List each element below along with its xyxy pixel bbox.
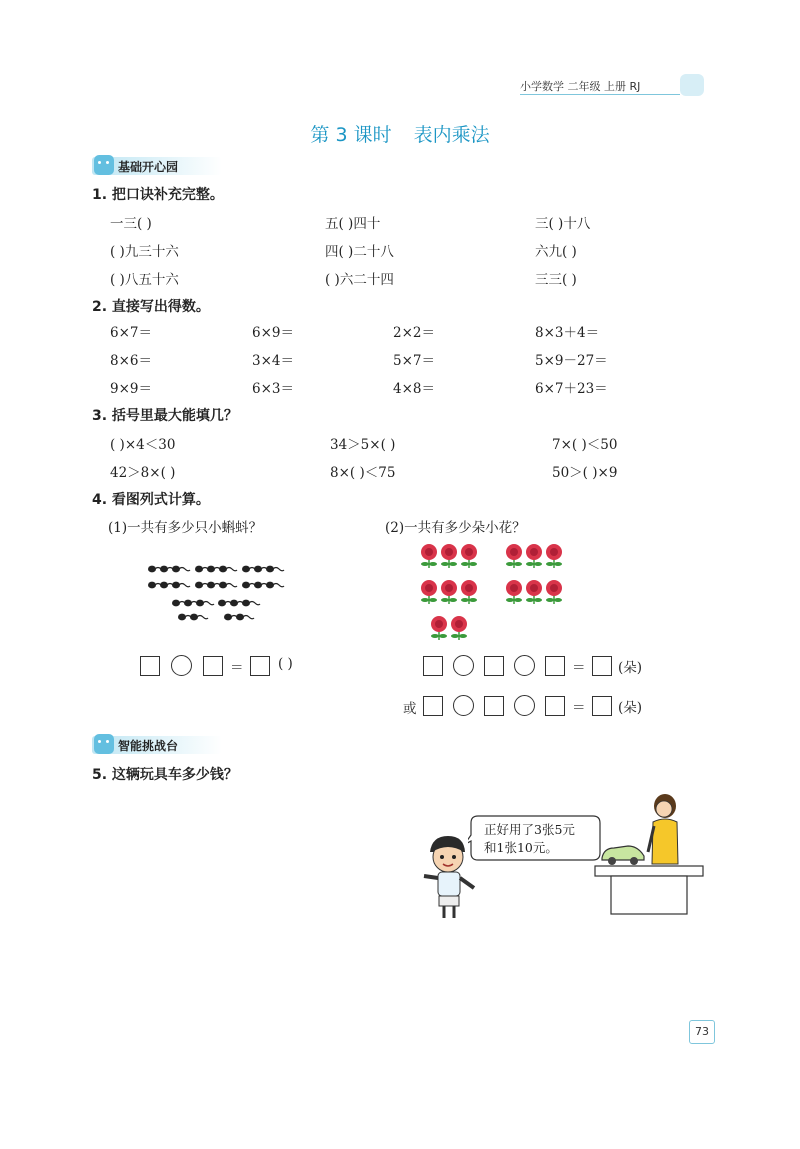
q1-blank[interactable]: ( )九三十六 (110, 244, 179, 260)
header-rule (520, 94, 680, 95)
operator-circle[interactable] (171, 655, 192, 676)
q4-sub1-label: (1)一共有多少只小蝌蚪？ (108, 520, 263, 536)
q2-item[interactable]: 8×3＋4＝ (535, 325, 600, 341)
running-header (520, 76, 720, 98)
page-number: 73 (689, 1020, 715, 1044)
q2-item[interactable]: 6×9＝ (252, 325, 294, 341)
q3-item[interactable]: 7×( )＜50 (552, 437, 618, 453)
speech-line-2: 和1张10元。 (484, 840, 558, 855)
question-5-label: 5. 这辆玩具车多少钱？ (92, 767, 238, 783)
unit-blank[interactable]: ( ) (278, 656, 293, 672)
answer-box[interactable] (203, 656, 223, 676)
q2-item[interactable]: 4×8＝ (393, 381, 435, 397)
q1-blank[interactable]: 一三( ) (110, 216, 152, 232)
speech-line-1: 正好用了3张5元 (484, 822, 575, 837)
question-1-label: 1. 把口诀补充完整。 (92, 187, 224, 203)
answer-box[interactable] (484, 696, 504, 716)
answer-box[interactable] (592, 656, 612, 676)
q1-blank[interactable]: 六九( ) (535, 244, 577, 260)
q3-item[interactable]: 42＞8×( ) (110, 465, 176, 481)
header-text: 小学数学 二年级 上册 RJ (520, 80, 641, 93)
question-4-label: 4. 看图列式计算。 (92, 492, 210, 508)
q1-blank[interactable]: 三( )十八 (535, 216, 591, 232)
question-2-label: 2. 直接写出得数。 (92, 299, 210, 315)
q2-item[interactable]: 5×9－27＝ (535, 353, 608, 369)
or-label: 或 (403, 701, 417, 717)
q1-blank[interactable]: 三三( ) (535, 272, 577, 288)
operator-circle[interactable] (453, 655, 474, 676)
answer-box[interactable] (140, 656, 160, 676)
page-title (0, 120, 800, 147)
q2-item[interactable]: 6×7＋23＝ (535, 381, 608, 397)
q3-item[interactable]: 50＞( )×9 (552, 465, 618, 481)
equals-sign: ＝ (572, 660, 586, 676)
q2-item[interactable]: 8×6＝ (110, 353, 152, 369)
q2-item[interactable]: 9×9＝ (110, 381, 152, 397)
q1-blank[interactable]: 四( )二十八 (325, 244, 394, 260)
equals-sign: ＝ (230, 660, 244, 676)
q3-item[interactable]: 8×( )＜75 (330, 465, 396, 481)
q1-blank[interactable]: ( )八五十六 (110, 272, 179, 288)
operator-circle[interactable] (514, 695, 535, 716)
q2-item[interactable]: 3×4＝ (252, 353, 294, 369)
equals-sign: ＝ (572, 700, 586, 716)
lesson-topic: 表内乘法 (413, 124, 490, 146)
shop-counter (593, 864, 705, 918)
unit-label: (朵) (618, 700, 643, 716)
answer-box[interactable] (592, 696, 612, 716)
q2-item[interactable]: 6×7＝ (110, 325, 152, 341)
answer-box[interactable] (423, 696, 443, 716)
boy-figure (418, 830, 483, 925)
shopkeeper-figure (640, 792, 690, 867)
bear-icon (94, 155, 114, 175)
flowers-illustration (415, 540, 575, 645)
answer-box[interactable] (545, 656, 565, 676)
q3-item[interactable]: ( )×4＜30 (110, 437, 176, 453)
operator-circle[interactable] (453, 695, 474, 716)
operator-circle[interactable] (514, 655, 535, 676)
answer-box[interactable] (545, 696, 565, 716)
q4-sub2-label: (2)一共有多少朵小花？ (385, 520, 526, 536)
bear-icon (94, 734, 114, 754)
q3-item[interactable]: 34＞5×( ) (330, 437, 396, 453)
tadpoles-illustration (140, 555, 300, 630)
q2-item[interactable]: 5×7＝ (393, 353, 435, 369)
answer-box[interactable] (423, 656, 443, 676)
bear-mascot-icon (680, 74, 704, 96)
lesson-number: 第 3 课时 (310, 124, 392, 146)
q2-item[interactable]: 2×2＝ (393, 325, 435, 341)
answer-box[interactable] (250, 656, 270, 676)
q1-blank[interactable]: ( )六二十四 (325, 272, 394, 288)
question-3-label: 3. 括号里最大能填几？ (92, 408, 238, 424)
answer-box[interactable] (484, 656, 504, 676)
q1-blank[interactable]: 五( )四十 (325, 216, 381, 232)
unit-label: (朵) (618, 660, 643, 676)
q2-item[interactable]: 6×3＝ (252, 381, 294, 397)
